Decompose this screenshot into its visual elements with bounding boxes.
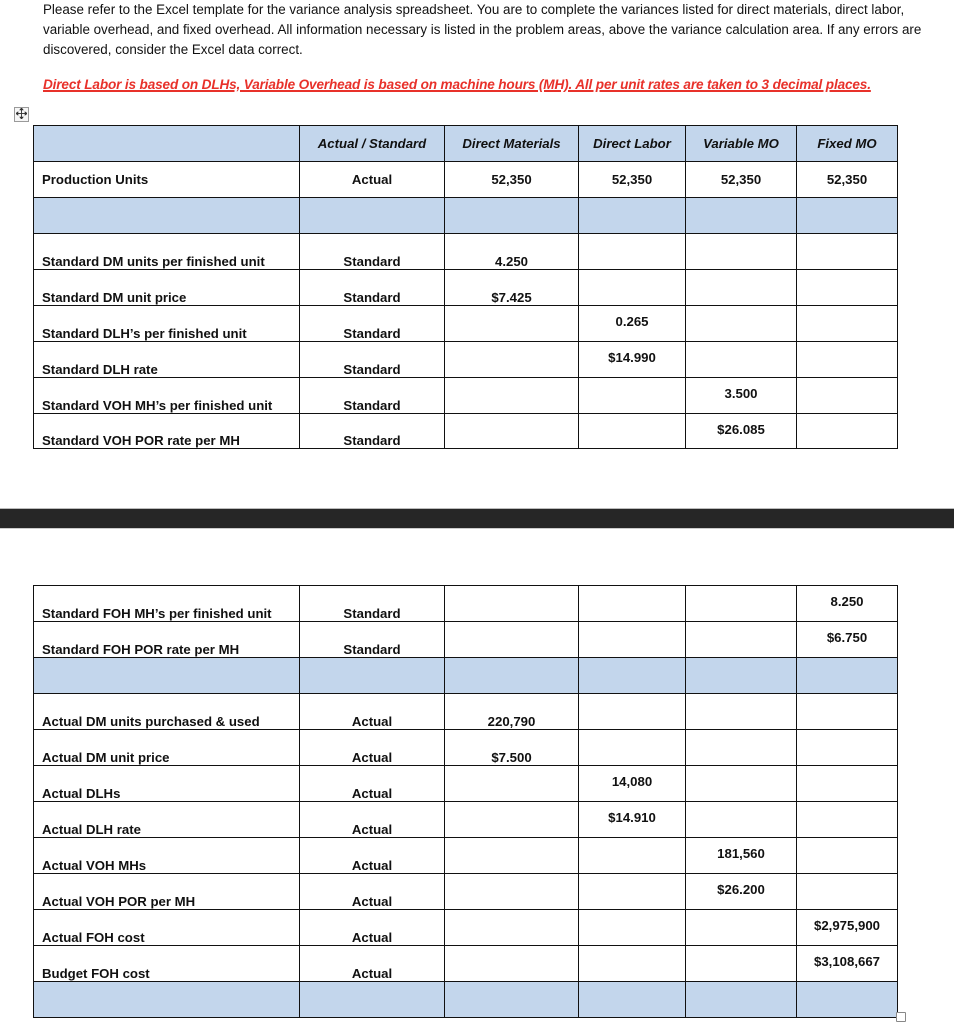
table-row xyxy=(34,802,898,838)
cell-direct-materials[interactable] xyxy=(445,586,579,622)
cell-fixed-mo[interactable] xyxy=(797,766,898,802)
cell-direct-materials[interactable] xyxy=(445,982,579,1018)
cell-variable-mo[interactable]: 181,560 xyxy=(686,838,797,874)
table-row xyxy=(34,378,898,414)
row-label[interactable]: Actual VOH MHs xyxy=(34,838,300,874)
row-label[interactable]: Actual DLH rate xyxy=(34,802,300,838)
cell-direct-labor[interactable]: 14,080 xyxy=(579,766,686,802)
table-row xyxy=(34,306,898,342)
cell-direct-labor[interactable] xyxy=(579,378,686,414)
cell-fixed-mo[interactable] xyxy=(797,234,898,270)
header-cell-direct-materials[interactable]: Direct Materials xyxy=(445,126,579,162)
table-row xyxy=(34,622,898,658)
row-label[interactable] xyxy=(34,982,300,1018)
row-label[interactable] xyxy=(34,198,300,234)
row-label[interactable]: Standard VOH POR rate per MH xyxy=(34,414,300,449)
row-label[interactable]: Actual VOH POR per MH xyxy=(34,874,300,910)
cell-variable-mo[interactable] xyxy=(686,730,797,766)
row-label[interactable]: Actual DLHs xyxy=(34,766,300,802)
row-type[interactable]: Standard xyxy=(300,586,445,622)
cell-direct-materials[interactable]: 52,350 xyxy=(445,162,579,198)
cell-variable-mo[interactable] xyxy=(686,622,797,658)
table-row xyxy=(34,342,898,378)
cell-direct-materials[interactable] xyxy=(445,198,579,234)
cell-fixed-mo[interactable]: $3,108,667 xyxy=(797,946,898,982)
row-type[interactable]: Actual xyxy=(300,946,445,982)
move-arrows-icon xyxy=(16,106,27,124)
cell-fixed-mo[interactable] xyxy=(797,378,898,414)
cell-fixed-mo[interactable] xyxy=(797,270,898,306)
row-label[interactable]: Standard DM unit price xyxy=(34,270,300,306)
table-move-handle[interactable] xyxy=(14,107,29,122)
table-row xyxy=(34,730,898,766)
cell-direct-materials[interactable] xyxy=(445,622,579,658)
header-cell-fixed-mo[interactable]: Fixed MO xyxy=(797,126,898,162)
cell-variable-mo[interactable]: 3.500 xyxy=(686,378,797,414)
table-row xyxy=(34,766,898,802)
row-type[interactable]: Actual xyxy=(300,162,445,198)
table-row xyxy=(34,270,898,306)
cell-direct-materials[interactable] xyxy=(445,378,579,414)
cell-fixed-mo[interactable] xyxy=(797,694,898,730)
table-row xyxy=(34,910,898,946)
row-type[interactable]: Actual xyxy=(300,694,445,730)
row-label[interactable]: Actual FOH cost xyxy=(34,910,300,946)
row-label[interactable]: Production Units xyxy=(34,162,300,198)
row-label[interactable]: Actual DM units purchased & used xyxy=(34,694,300,730)
cell-fixed-mo[interactable] xyxy=(797,342,898,378)
row-label[interactable]: Standard VOH MH’s per finished unit xyxy=(34,378,300,414)
row-type[interactable]: Actual xyxy=(300,838,445,874)
cell-direct-materials[interactable]: 4.250 xyxy=(445,234,579,270)
row-label[interactable]: Standard FOH MH’s per finished unit xyxy=(34,586,300,622)
notice-text: Direct Labor is based on DLHs, Variable Overhead is based on machine hours (MH). All per unit rates are taken to 3 decimal places. xyxy=(43,77,871,92)
table-row xyxy=(34,586,898,622)
cell-fixed-mo[interactable] xyxy=(797,306,898,342)
cell-variable-mo[interactable]: $26.200 xyxy=(686,874,797,910)
cell-fixed-mo[interactable] xyxy=(797,658,898,694)
table-row xyxy=(34,414,898,449)
standards-table xyxy=(33,125,898,449)
cell-direct-labor[interactable] xyxy=(579,730,686,766)
cell-direct-materials[interactable]: $7.500 xyxy=(445,730,579,766)
header-row xyxy=(34,126,898,162)
cell-variable-mo[interactable]: 52,350 xyxy=(686,162,797,198)
table-row xyxy=(34,694,898,730)
cell-direct-labor[interactable]: 0.265 xyxy=(579,306,686,342)
page-break-bar xyxy=(0,508,954,529)
header-cell-variable-mo[interactable]: Variable MO xyxy=(686,126,797,162)
cell-fixed-mo[interactable] xyxy=(797,802,898,838)
row-type[interactable]: Standard xyxy=(300,342,445,378)
cell-variable-mo[interactable] xyxy=(686,306,797,342)
cell-direct-materials[interactable] xyxy=(445,910,579,946)
cell-direct-labor[interactable] xyxy=(579,982,686,1018)
cell-direct-materials[interactable] xyxy=(445,306,579,342)
cell-fixed-mo[interactable] xyxy=(797,730,898,766)
row-type[interactable]: Standard xyxy=(300,270,445,306)
row-type[interactable]: Standard xyxy=(300,622,445,658)
cell-variable-mo[interactable] xyxy=(686,586,797,622)
cell-variable-mo[interactable] xyxy=(686,694,797,730)
cell-direct-materials[interactable] xyxy=(445,946,579,982)
row-type[interactable] xyxy=(300,658,445,694)
table-row-shaded xyxy=(34,658,898,694)
cell-direct-labor[interactable]: $14.990 xyxy=(579,342,686,378)
cell-direct-materials[interactable] xyxy=(445,658,579,694)
cell-fixed-mo[interactable] xyxy=(797,874,898,910)
row-type[interactable]: Actual xyxy=(300,730,445,766)
row-label[interactable] xyxy=(34,658,300,694)
cell-fixed-mo[interactable] xyxy=(797,414,898,449)
cell-fixed-mo[interactable] xyxy=(797,838,898,874)
cell-direct-labor[interactable] xyxy=(579,910,686,946)
cell-direct-labor[interactable] xyxy=(579,414,686,449)
cell-fixed-mo[interactable]: $2,975,900 xyxy=(797,910,898,946)
cell-fixed-mo[interactable]: 52,350 xyxy=(797,162,898,198)
cell-fixed-mo[interactable]: $6.750 xyxy=(797,622,898,658)
row-label[interactable]: Standard DLH rate xyxy=(34,342,300,378)
table-row xyxy=(34,946,898,982)
cell-fixed-mo[interactable] xyxy=(797,198,898,234)
cell-direct-labor[interactable] xyxy=(579,622,686,658)
cell-variable-mo[interactable] xyxy=(686,802,797,838)
cell-variable-mo[interactable] xyxy=(686,910,797,946)
row-type[interactable]: Standard xyxy=(300,306,445,342)
cell-direct-materials[interactable]: 220,790 xyxy=(445,694,579,730)
cell-direct-materials[interactable] xyxy=(445,342,579,378)
instructions-paragraph: Please refer to the Excel template for the variance analysis spreadsheet. You are to complete the variances listed for direct materials, direct labor, variable overhead, and fixed overhead. All information necessary is listed in the problem areas, above the variance calculation area. If any errors are discovered, consider the Excel data correct. xyxy=(43,2,922,57)
cell-direct-labor[interactable] xyxy=(579,838,686,874)
row-type[interactable]: Standard xyxy=(300,234,445,270)
cell-variable-mo[interactable] xyxy=(686,342,797,378)
cell-fixed-mo[interactable]: 8.250 xyxy=(797,586,898,622)
row-type[interactable] xyxy=(300,198,445,234)
cell-direct-labor[interactable] xyxy=(579,198,686,234)
cell-direct-labor[interactable]: 52,350 xyxy=(579,162,686,198)
cell-direct-labor[interactable] xyxy=(579,658,686,694)
row-label[interactable]: Standard DLH’s per finished unit xyxy=(34,306,300,342)
header-cell-direct-labor[interactable]: Direct Labor xyxy=(579,126,686,162)
cell-variable-mo[interactable] xyxy=(686,766,797,802)
row-type[interactable]: Standard xyxy=(300,414,445,449)
cell-direct-labor[interactable] xyxy=(579,270,686,306)
row-type[interactable]: Actual xyxy=(300,910,445,946)
row-label[interactable]: Actual DM unit price xyxy=(34,730,300,766)
cell-direct-materials[interactable] xyxy=(445,874,579,910)
header-cell-label xyxy=(34,126,300,162)
row-label[interactable]: Standard FOH POR rate per MH xyxy=(34,622,300,658)
cell-direct-labor[interactable] xyxy=(579,874,686,910)
cell-variable-mo[interactable] xyxy=(686,234,797,270)
table-row-shaded xyxy=(34,982,898,1018)
actuals-table xyxy=(33,585,898,1018)
table-row-production-units xyxy=(34,162,898,198)
cell-variable-mo[interactable] xyxy=(686,946,797,982)
table-row xyxy=(34,874,898,910)
cell-direct-materials[interactable]: $7.425 xyxy=(445,270,579,306)
row-type[interactable] xyxy=(300,982,445,1018)
cell-variable-mo[interactable] xyxy=(686,198,797,234)
table-row xyxy=(34,838,898,874)
cell-direct-labor[interactable] xyxy=(579,234,686,270)
cell-direct-labor[interactable]: $14.910 xyxy=(579,802,686,838)
cell-direct-materials[interactable] xyxy=(445,414,579,449)
table-row xyxy=(34,234,898,270)
row-type[interactable]: Standard xyxy=(300,378,445,414)
cell-direct-materials[interactable] xyxy=(445,838,579,874)
row-type[interactable]: Actual xyxy=(300,766,445,802)
row-label[interactable]: Standard DM units per finished unit xyxy=(34,234,300,270)
cell-fixed-mo[interactable] xyxy=(797,982,898,1018)
cell-variable-mo[interactable] xyxy=(686,658,797,694)
row-label[interactable]: Budget FOH cost xyxy=(34,946,300,982)
cell-variable-mo[interactable] xyxy=(686,982,797,1018)
table-row-shaded xyxy=(34,198,898,234)
cell-direct-labor[interactable] xyxy=(579,586,686,622)
table-resize-handle-icon[interactable] xyxy=(896,1012,906,1022)
header-cell-actual-standard[interactable]: Actual / Standard xyxy=(300,126,445,162)
cell-direct-materials[interactable] xyxy=(445,766,579,802)
row-type[interactable]: Actual xyxy=(300,874,445,910)
cell-variable-mo[interactable] xyxy=(686,270,797,306)
cell-direct-labor[interactable] xyxy=(579,694,686,730)
cell-variable-mo[interactable]: $26.085 xyxy=(686,414,797,449)
cell-direct-materials[interactable] xyxy=(445,802,579,838)
cell-direct-labor[interactable] xyxy=(579,946,686,982)
row-type[interactable]: Actual xyxy=(300,802,445,838)
